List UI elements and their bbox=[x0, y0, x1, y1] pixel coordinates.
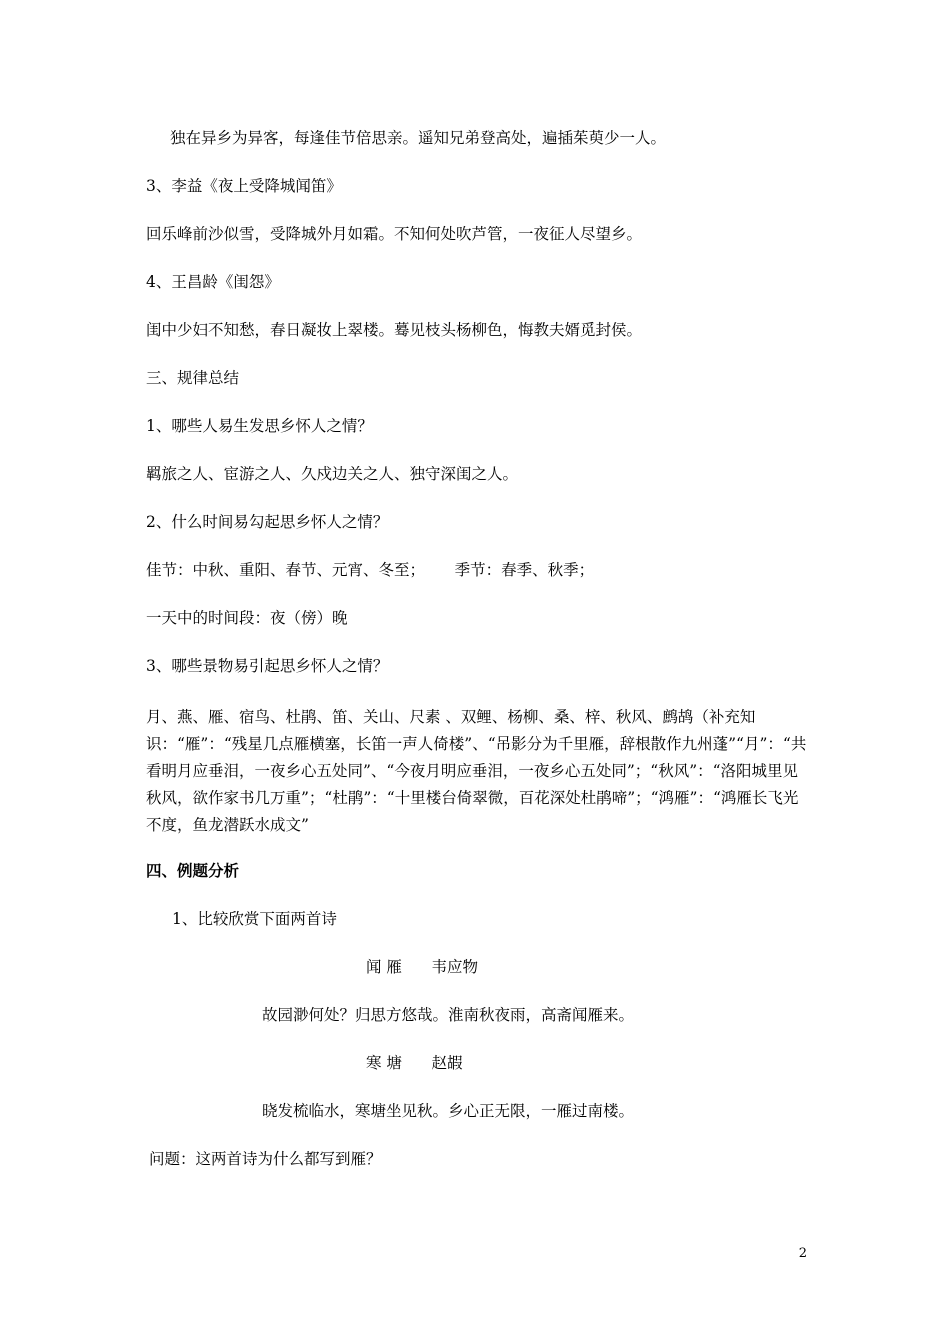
example-task: 1、比较欣赏下面两首诗 bbox=[172, 910, 337, 928]
poem-title-wangchangling: 4、王昌龄《闺怨》 bbox=[146, 273, 280, 291]
answer-festivals: 佳节：中秋、重阳、春节、元宵、冬至； 季节：春季、秋季； bbox=[146, 561, 595, 579]
poem1-title: 闻 雁 韦应物 bbox=[366, 958, 478, 976]
poem2-text: 晓发梳临水，寒塘坐见秋。乡心正无限，一雁过南楼。 bbox=[262, 1102, 635, 1120]
poem-line-wangwei: 独在异乡为异客，每逢佳节倍思亲。遥知兄弟登高处，遍插茱萸少一人。 bbox=[170, 129, 667, 147]
answer-time-of-day: 一天中的时间段：夜（傍）晚 bbox=[146, 609, 348, 627]
poem-line-wangchangling: 闺中少妇不知愁，春日凝妆上翠楼。蓦见枝头杨柳色，悔教夫婿觅封侯。 bbox=[146, 321, 643, 339]
scenery-paragraph: 月、燕、雁、宿鸟、杜鹃、笛、关山、尺素 、双鲤、杨柳、桑、梓、秋风、鹧鸪（补充知识：“雁”：“残星几点雁横塞，长笛一声人倚楼”、“吊影分为千里雁，辞根散作九州蓬”“月”：“共看明月应垂泪，一夜乡心五处同”、“今夜月明应垂泪，一夜乡心五处同”；“秋风”：“洛阳城里见秋风，欲作家书几万重”；“杜鹃”：“十里楼台倚翠微，百花深处杜鹃啼”；“鸿雁”：“鸿雁长飞光不度，鱼龙潜跃水成文” bbox=[146, 708, 807, 834]
section-heading-summary: 三、规律总结 bbox=[146, 369, 240, 387]
poem2-title: 寒 塘 赵嘏 bbox=[366, 1054, 463, 1072]
page-number: 2 bbox=[798, 1246, 807, 1261]
answer-who: 羁旅之人、宦游之人、久戍边关之人、独守深闺之人。 bbox=[146, 465, 519, 483]
poem-line-liyi: 回乐峰前沙似雪，受降城外月如霜。不知何处吹芦管，一夜征人尽望乡。 bbox=[146, 225, 643, 243]
example-question: 问题：这两首诗为什么都写到雁？ bbox=[149, 1150, 382, 1168]
question-who: 1、哪些人易生发思乡怀人之情？ bbox=[146, 417, 373, 435]
question-scenery: 3、哪些景物易引起思乡怀人之情？ bbox=[146, 657, 389, 675]
poem-title-liyi: 3、李益《夜上受降城闻笛》 bbox=[146, 177, 342, 195]
section-heading-examples: 四、例题分析 bbox=[146, 861, 240, 880]
poem1-text: 故园渺何处？归思方悠哉。淮南秋夜雨，高斋闻雁来。 bbox=[262, 1006, 635, 1024]
question-when: 2、什么时间易勾起思乡怀人之情？ bbox=[146, 513, 389, 531]
